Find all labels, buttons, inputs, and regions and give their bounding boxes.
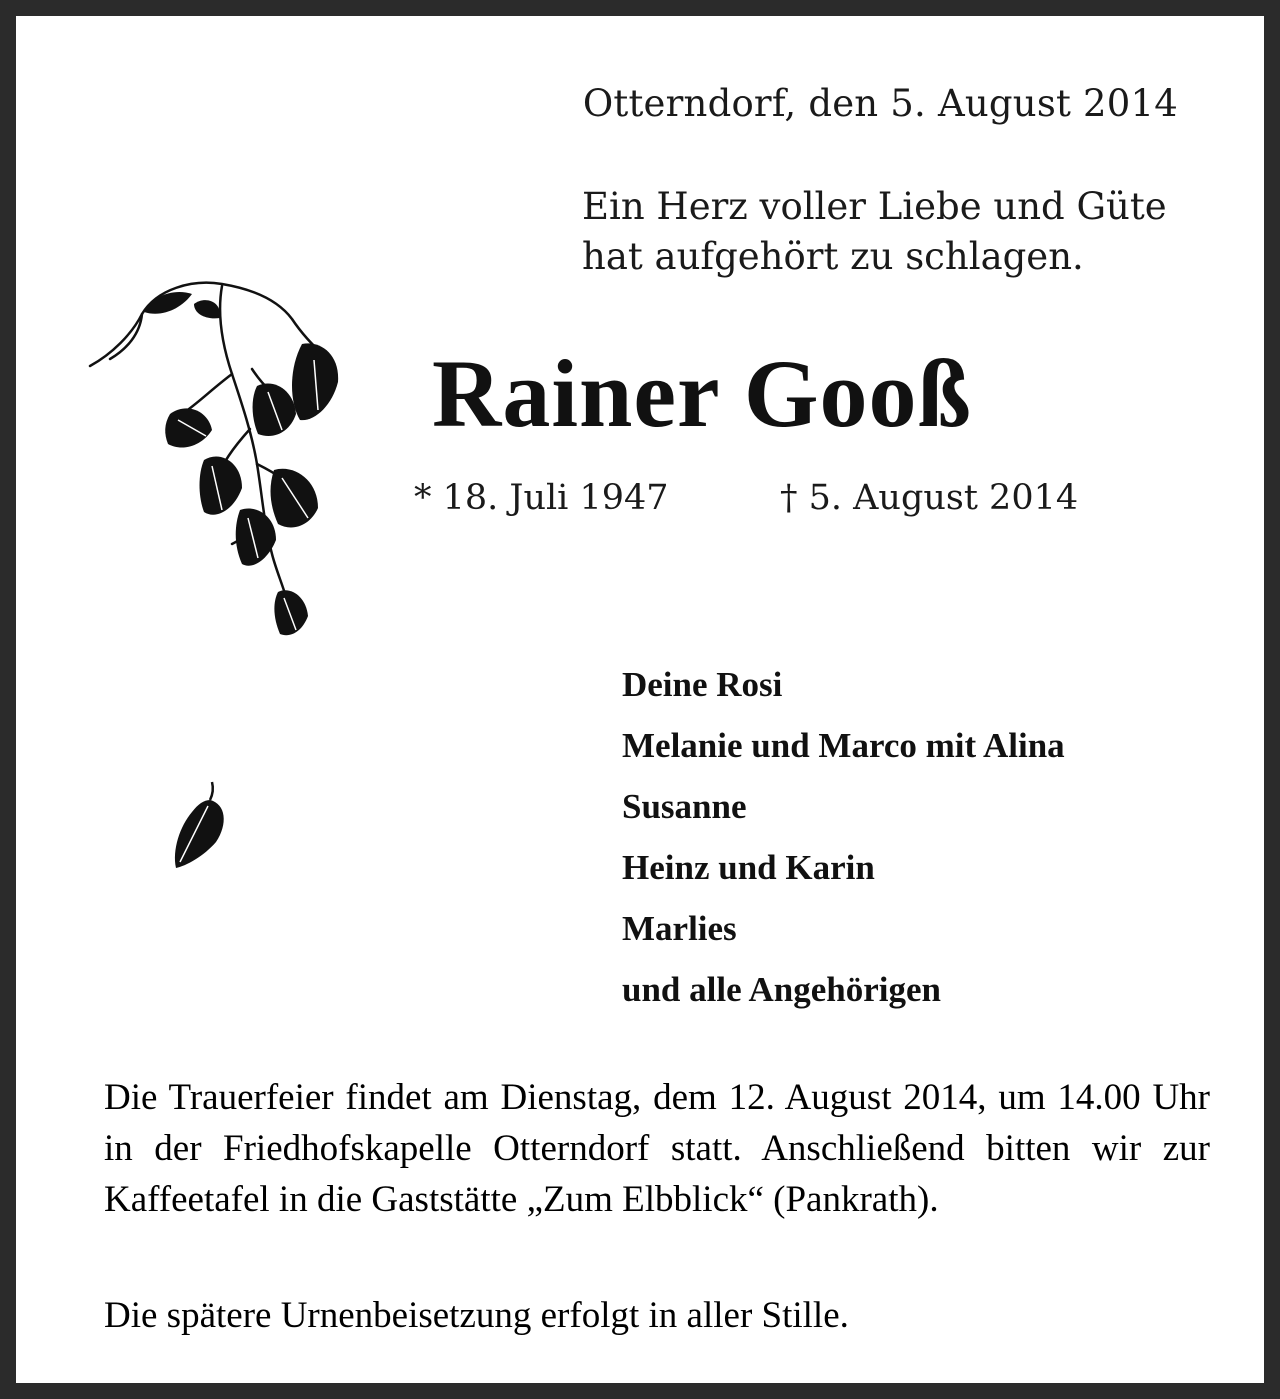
quote-line: Ein Herz voller Liebe und Güte — [582, 185, 1167, 228]
mourners-list — [622, 654, 1065, 1020]
falling-leaf-icon — [166, 776, 236, 876]
burial-note: Die spätere Urnenbeisetzung erfolgt in aller Stille. — [104, 1295, 849, 1336]
mourner-name: Susanne — [622, 787, 747, 826]
branch-with-leaves-icon — [82, 274, 352, 644]
birth-date: * 18. Juli 1947 — [414, 478, 669, 518]
place-date: Otterndorf, den 5. August 2014 — [582, 82, 1178, 125]
mourner-name: und alle Angehörigen — [622, 970, 941, 1009]
death-date: † 5. August 2014 — [780, 478, 1079, 518]
quote — [582, 182, 1167, 282]
deceased-name: Rainer Gooß — [432, 340, 972, 447]
mourner-name: Deine Rosi — [622, 665, 783, 704]
funeral-details: Die Trauerfeier findet am Dienstag, dem 12. August 2014, um 14.00 Uhr in der Friedhofskapelle Otterndorf statt. Anschließend bitten wir zur Kaffeetafel in die Gaststätte „Zum Elbblick“ (Pankrath). — [104, 1077, 1210, 1220]
mourner-name: Heinz und Karin — [622, 848, 875, 887]
quote-line: hat aufgehört zu schlagen. — [582, 235, 1084, 278]
mourner-name: Marlies — [622, 909, 737, 948]
mourner-name: Melanie und Marco mit Alina — [622, 726, 1065, 765]
